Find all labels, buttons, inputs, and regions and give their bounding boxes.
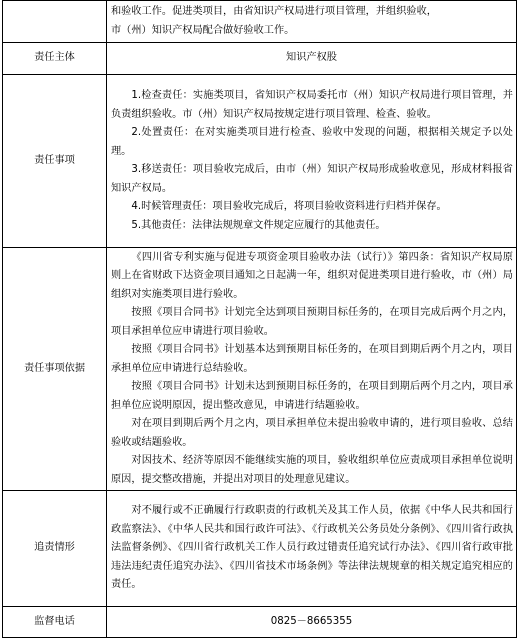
row-label-basis: 责任事项依据 bbox=[3, 248, 107, 491]
basis-paragraph-3: 按照《项目合同书》计划基本达到预期目标任务的，在项目到期后两个月之内，项目承担单位应申请进行总结验收。 bbox=[111, 344, 513, 374]
row-label-phone: 监督电话 bbox=[3, 607, 107, 638]
basis-text-cell bbox=[107, 248, 517, 491]
basis-paragraph-5: 对在项目到期后两个月之内，项目承担单位未提出验收申请的，进行项目验收、总结验收或结题验收。 bbox=[111, 418, 513, 448]
table-row-basis bbox=[3, 248, 517, 491]
duty-paragraph-5: 5.其他责任：法律法规规章文件规定应履行的其他责任。 bbox=[131, 219, 386, 231]
duty-text-cell bbox=[107, 75, 517, 248]
basis-paragraph-6: 对因技术、经济等原因不能继续实施的项目，验收组织单位应责成项目承担单位说明原因，提交整改措施，并提出对项目的处理意见建议。 bbox=[111, 455, 513, 485]
phone-value: 0825－8665355 bbox=[107, 607, 517, 638]
duty-paragraph-1: 1.检查责任：实施类项目，省知识产权局委托市（州）知识产权局进行项目管理，并负责组织验收。市（州）知识产权局按规定进行项目管理、检查、验收。 bbox=[111, 90, 513, 120]
basis-paragraph-2: 按照《项目合同书》计划完全达到项目预期目标任务的，在项目完成后两个月之内，项目承担单位应申请进行项目验收。 bbox=[111, 307, 513, 337]
subject-value: 知识产权股 bbox=[107, 43, 517, 75]
duty-paragraph-4: 4.时候管理责任：项目验收完成后，将项目验收资料进行归档并保存。 bbox=[131, 201, 447, 212]
basis-paragraph-4: 按照《项目合同书》计划未达到预期目标任务的，在项目到期后两个月之内，项目承担单位应说明原因，提出整改意见，申请进行结题验收。 bbox=[111, 381, 513, 411]
penalty-text-cell bbox=[107, 491, 517, 607]
table-row-penalty bbox=[3, 491, 517, 607]
duty-paragraph-3: 3.移送责任：项目验收完成后，由市（州）知识产权局形成验收意见，形成材料报省知识产权局。 bbox=[111, 164, 513, 194]
duty-paragraph-2: 2.处置责任：在对实施类项目进行检查、验收中发现的问题，根据相关规定予以处理。 bbox=[111, 127, 513, 157]
table-row-continued bbox=[3, 1, 517, 43]
row-label-continued bbox=[3, 1, 107, 43]
basis-paragraph-1: 《四川省专利实施与促进专项资金项目验收办法（试行）》第四条：省知识产权局原则上在省财政下达资金项目通知之日起满一年，组织对促进类项目进行验收，市（州）局组织对实施类项目进行验收。 bbox=[111, 251, 513, 300]
row-label-duty: 责任事项 bbox=[3, 75, 107, 248]
continued-line-2: 市（州）知识产权局配合做好验收工作。 bbox=[111, 24, 295, 36]
table-row-subject bbox=[3, 43, 517, 75]
penalty-paragraph: 对不履行或不正确履行行政职责的行政机关及其工作人员，依据《中华人民共和国行政监察法》、《中华人民共和国行政许可法》、《行政机关公务员处分条例》、《四川省行政执法监督条例》、《四川省行政机关工作人员行政过错责任追究试行办法》、《四川省行政审批违法违纪责任追究办法》、《四川省技术市场条例》等法律法规规章的相关规定追究相应的责任。 bbox=[111, 505, 513, 591]
row-label-subject: 责任主体 bbox=[3, 43, 107, 75]
continued-line-1: 和验收工作。促进类项目，由省知识产权局进行项目管理，并组织验收， bbox=[111, 6, 437, 17]
table-row-duty bbox=[3, 75, 517, 248]
continued-text-cell bbox=[107, 1, 517, 43]
row-label-penalty: 追责情形 bbox=[3, 491, 107, 607]
responsibility-table bbox=[2, 0, 517, 638]
table-row-phone bbox=[3, 607, 517, 638]
